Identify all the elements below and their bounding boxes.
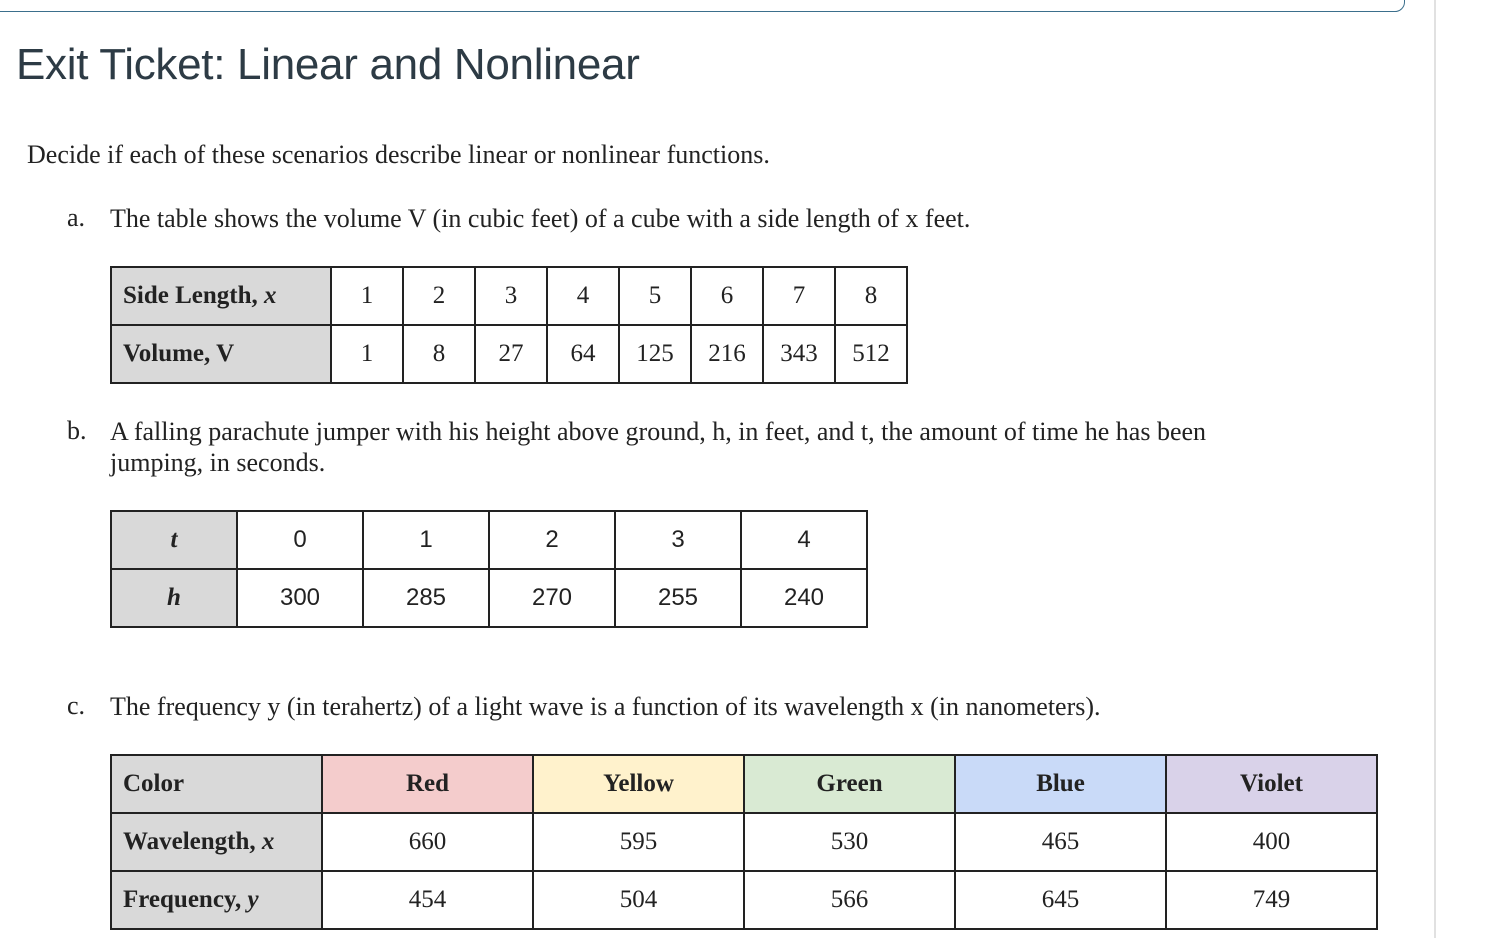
table-cell: 5 [619, 267, 691, 325]
table-cell: 27 [475, 325, 547, 383]
table-cell: 1 [331, 267, 403, 325]
t-header: t [111, 511, 237, 569]
table-cell: 2 [403, 267, 475, 325]
side-length-header: Side Length, x [111, 267, 331, 325]
table-cell: 1 [363, 511, 489, 569]
table-cell: 255 [615, 569, 741, 627]
question-b-marker: b. [67, 416, 87, 445]
color-blue-cell: Blue [955, 755, 1166, 813]
table-cell: 749 [1166, 871, 1377, 929]
wavelength-header: Wavelength, x [111, 813, 322, 871]
table-cell: 512 [835, 325, 907, 383]
table-cell: 125 [619, 325, 691, 383]
color-green-cell: Green [744, 755, 955, 813]
color-header: Color [111, 755, 322, 813]
table-cell: 660 [322, 813, 533, 871]
table-cell: 400 [1166, 813, 1377, 871]
table-row [111, 569, 867, 627]
table-cell: 3 [475, 267, 547, 325]
question-b-text: A falling parachute jumper with his height above ground, h, in feet, and t, the amount of time he has been jumping, in seconds. [110, 417, 1207, 477]
table-cell: 285 [363, 569, 489, 627]
frequency-header: Frequency, y [111, 871, 322, 929]
table-cell: 270 [489, 569, 615, 627]
question-c-text: The frequency y (in terahertz) of a light wave is a function of its wavelength x (in nanometers). [110, 692, 1101, 721]
table-cell: 530 [744, 813, 955, 871]
cube-volume-table [110, 266, 908, 384]
scroll-divider [1434, 0, 1436, 938]
table-cell: 8 [835, 267, 907, 325]
question-c-marker: c. [67, 691, 86, 720]
table-cell: 4 [547, 267, 619, 325]
light-wave-table [110, 754, 1378, 930]
table-cell: 645 [955, 871, 1166, 929]
table-row [111, 511, 867, 569]
volume-header: Volume, V [111, 325, 331, 383]
color-red-cell: Red [322, 755, 533, 813]
table-cell: 6 [691, 267, 763, 325]
color-yellow-cell: Yellow [533, 755, 744, 813]
table-row [111, 267, 907, 325]
question-a-text: The table shows the volume V (in cubic feet) of a cube with a side length of x feet. [110, 204, 971, 233]
table-row [111, 325, 907, 383]
table-cell: 504 [533, 871, 744, 929]
table-cell: 300 [237, 569, 363, 627]
table-cell: 566 [744, 871, 955, 929]
table-cell: 8 [403, 325, 475, 383]
table-cell: 343 [763, 325, 835, 383]
parachute-table [110, 510, 868, 628]
table-row [111, 755, 1377, 813]
top-panel [0, 0, 1405, 12]
table-cell: 1 [331, 325, 403, 383]
page-title: Exit Ticket: Linear and Nonlinear [16, 40, 640, 89]
question-a-marker: a. [67, 203, 86, 232]
h-header: h [111, 569, 237, 627]
table-cell: 4 [741, 511, 867, 569]
table-cell: 0 [237, 511, 363, 569]
table-cell: 595 [533, 813, 744, 871]
table-cell: 240 [741, 569, 867, 627]
table-row [111, 813, 1377, 871]
table-cell: 2 [489, 511, 615, 569]
intro-text: Decide if each of these scenarios describe linear or nonlinear functions. [27, 140, 770, 169]
table-row [111, 871, 1377, 929]
table-cell: 216 [691, 325, 763, 383]
table-cell: 3 [615, 511, 741, 569]
table-cell: 7 [763, 267, 835, 325]
table-cell: 64 [547, 325, 619, 383]
color-violet-cell: Violet [1166, 755, 1377, 813]
table-cell: 454 [322, 871, 533, 929]
table-cell: 465 [955, 813, 1166, 871]
